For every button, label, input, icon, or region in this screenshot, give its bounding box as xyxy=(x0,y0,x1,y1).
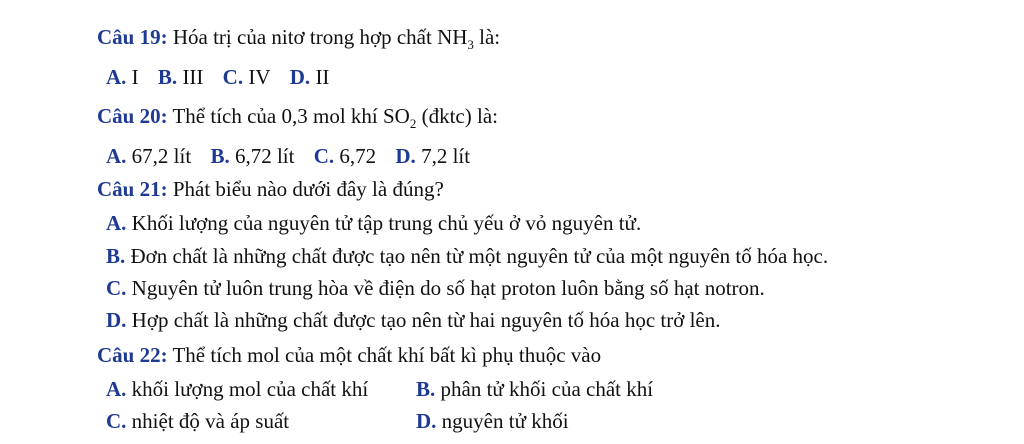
question-label: Câu 19: xyxy=(97,25,168,49)
option-c[interactable]: C. IV xyxy=(222,65,271,89)
options-19 xyxy=(106,64,329,90)
option-c[interactable]: C. nhiệt độ và áp suất xyxy=(106,409,290,433)
question-label: Câu 21: xyxy=(97,177,168,201)
question-20 xyxy=(97,103,498,129)
question-text: Hóa trị của nitơ trong hợp chất NH xyxy=(172,25,468,49)
option-d[interactable]: D. nguyên tử khối xyxy=(416,409,569,433)
question-22 xyxy=(97,342,601,368)
question-text: Thể tích mol của một chất khí bất kì phụ thuộc vào xyxy=(172,343,602,367)
question-19 xyxy=(97,24,500,50)
option-a[interactable]: A. khối lượng mol của chất khí xyxy=(106,377,369,401)
question-label: Câu 22: xyxy=(97,343,168,367)
question-text-end: (đktc) là: xyxy=(416,104,498,128)
options-20 xyxy=(106,143,470,169)
question-text-end: là: xyxy=(473,25,501,49)
option-a[interactable]: A. I xyxy=(106,65,139,89)
question-label: Câu 20: xyxy=(97,104,168,128)
option-c[interactable]: C. 6,72 xyxy=(313,144,377,168)
option-a[interactable]: A. 67,2 lít xyxy=(106,144,192,168)
option-d[interactable]: D. II xyxy=(289,65,330,89)
option-d[interactable]: D. Hợp chất là những chất được tạo nên từ hai nguyên tố hóa học trở lên. xyxy=(106,308,721,332)
question-21 xyxy=(97,176,444,202)
question-text: Thể tích của 0,3 mol khí SO xyxy=(172,104,410,128)
option-d[interactable]: D. 7,2 lít xyxy=(395,144,471,168)
option-b[interactable]: B. 6,72 lít xyxy=(210,144,295,168)
option-b[interactable]: B. III xyxy=(157,65,204,89)
subscript: 3 xyxy=(467,37,474,52)
option-c[interactable]: C. Nguyên tử luôn trung hòa về điện do số hạt proton luôn bằng số hạt notron. xyxy=(106,276,765,300)
option-b[interactable]: B. Đơn chất là những chất được tạo nên từ một nguyên tử của một nguyên tố hóa học. xyxy=(106,244,829,268)
option-b[interactable]: B. phân tử khối của chất khí xyxy=(416,377,654,401)
question-text: Phát biểu nào dưới đây là đúng? xyxy=(172,177,444,201)
option-a[interactable]: A. Khối lượng của nguyên tử tập trung chủ yếu ở vỏ nguyên tử. xyxy=(106,211,642,235)
subscript: 2 xyxy=(409,116,417,131)
